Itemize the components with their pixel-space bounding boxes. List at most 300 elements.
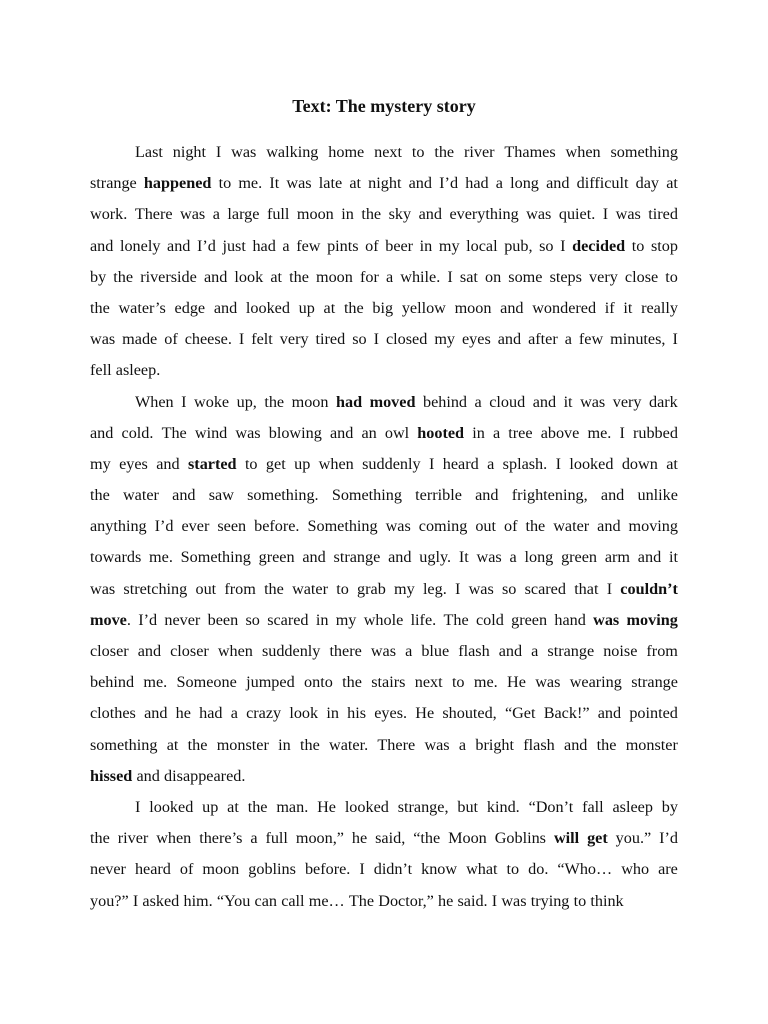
- word: a: [250, 829, 258, 848]
- word: me.: [238, 174, 263, 193]
- word: at: [323, 298, 336, 317]
- word: and: [90, 423, 114, 442]
- word: wind: [194, 423, 228, 442]
- word: looked: [245, 298, 290, 317]
- word: get: [265, 454, 286, 473]
- word: cloud: [489, 392, 526, 411]
- word: walking: [266, 143, 319, 161]
- word: a: [385, 267, 394, 286]
- word: night: [368, 174, 402, 193]
- word: he: [175, 704, 191, 723]
- word: large: [227, 205, 260, 224]
- word: There: [377, 735, 416, 754]
- word: heard: [442, 454, 479, 473]
- word: next: [374, 143, 402, 161]
- word: flash: [458, 642, 490, 660]
- word: leg.: [422, 579, 447, 598]
- story-paragraph: [90, 792, 678, 917]
- word: flash: [523, 735, 555, 754]
- word: up,: [236, 392, 257, 411]
- word: it: [563, 392, 573, 411]
- emphasized-verb: move: [90, 610, 127, 629]
- word: in: [326, 704, 339, 723]
- word: a: [282, 236, 290, 255]
- word: moon: [202, 860, 240, 879]
- word: for: [359, 267, 379, 286]
- word: and: [203, 267, 228, 286]
- word: I’d: [439, 174, 459, 193]
- word: and: [597, 704, 622, 723]
- text-line: [90, 886, 678, 917]
- word: the: [90, 486, 110, 505]
- word: in: [341, 205, 354, 224]
- word: the: [90, 298, 110, 317]
- word: a: [405, 642, 413, 660]
- word: stretching: [123, 579, 188, 598]
- word: eyes: [119, 454, 148, 473]
- word: water’s: [118, 298, 166, 317]
- word: and: [475, 486, 499, 505]
- word: and: [144, 704, 168, 723]
- word: crazy: [246, 704, 282, 723]
- word: stop: [650, 236, 678, 255]
- word: Last: [135, 143, 163, 161]
- word: closer: [170, 642, 209, 660]
- word: dark: [649, 392, 678, 411]
- emphasized-verb: get: [587, 829, 608, 848]
- word: the: [343, 298, 364, 317]
- text-line: [90, 698, 678, 729]
- word: when: [318, 454, 354, 473]
- word: I: [447, 267, 453, 286]
- word: was: [235, 423, 261, 442]
- word: in: [315, 610, 329, 629]
- word: bright: [475, 735, 515, 754]
- word: “You: [216, 891, 251, 910]
- word: to: [506, 860, 520, 879]
- emphasized-verb: couldn’t: [620, 579, 678, 598]
- word: blowing: [268, 423, 322, 442]
- word: water: [553, 517, 590, 536]
- word: home: [328, 143, 365, 161]
- word: had: [252, 236, 276, 255]
- word: closer: [90, 642, 129, 660]
- word-group: [90, 605, 131, 636]
- word: so: [245, 610, 260, 629]
- text-line: [90, 387, 678, 418]
- word: suddenly: [362, 454, 421, 473]
- emphasized-verb: moving: [626, 610, 678, 629]
- word: unlike: [637, 486, 678, 505]
- word: I’d: [659, 829, 678, 848]
- emphasized-verb: started: [188, 454, 237, 473]
- word: and: [302, 548, 326, 567]
- word: so: [502, 579, 517, 598]
- word: tree: [508, 423, 533, 442]
- word: from: [224, 579, 256, 598]
- text-line: [90, 355, 678, 386]
- emphasized-verb: was: [593, 610, 620, 629]
- word: my: [90, 454, 111, 473]
- word: I: [454, 579, 461, 598]
- word: rubbed: [632, 423, 678, 442]
- word: the: [525, 517, 546, 536]
- word: the: [113, 267, 134, 286]
- word: the: [90, 829, 110, 848]
- word: whole: [363, 610, 404, 629]
- emphasized-verb: happened: [143, 174, 212, 193]
- word: before.: [254, 517, 300, 536]
- word: the: [264, 392, 285, 411]
- text-line: [90, 231, 678, 262]
- word: the: [361, 205, 382, 224]
- word: when: [565, 143, 601, 161]
- word: a: [458, 735, 467, 754]
- word: minutes,: [610, 330, 666, 349]
- word: I: [602, 205, 609, 224]
- word: call: [281, 891, 305, 910]
- word: he: [438, 891, 454, 910]
- word: I: [373, 330, 379, 349]
- word: the: [596, 735, 617, 754]
- text-line: [90, 293, 678, 324]
- word: disappeared.: [164, 766, 246, 785]
- word: looked: [149, 797, 194, 816]
- word: was: [385, 517, 411, 536]
- word: pub,: [504, 236, 533, 255]
- word: stairs: [371, 673, 406, 692]
- word: me.: [143, 673, 168, 692]
- word: It: [269, 174, 280, 193]
- word: and: [637, 548, 662, 567]
- word: and: [546, 174, 570, 193]
- story-body: [90, 137, 678, 917]
- word: behind: [422, 392, 468, 411]
- word: some: [508, 267, 543, 286]
- word: said,: [375, 829, 406, 848]
- word: I’d: [197, 236, 216, 255]
- word: river: [463, 143, 495, 161]
- word: look: [289, 704, 319, 723]
- text-line: [90, 137, 678, 168]
- word: Something: [180, 548, 251, 567]
- word: He: [317, 797, 336, 816]
- word: jumped: [246, 673, 295, 692]
- word: There: [134, 205, 173, 224]
- emphasized-verb: will: [553, 829, 580, 848]
- word: “Get: [504, 704, 536, 723]
- word: was: [615, 205, 641, 224]
- word: in: [472, 423, 485, 442]
- word: it: [668, 548, 678, 567]
- word: me.: [473, 673, 498, 692]
- word: was: [468, 579, 494, 598]
- word: moon: [291, 392, 329, 411]
- word: behind: [90, 673, 135, 692]
- word: by: [90, 267, 107, 286]
- word: The: [348, 891, 375, 910]
- word: the: [342, 673, 362, 692]
- word: a: [564, 330, 572, 349]
- word: onto: [304, 673, 333, 692]
- text-line: [90, 574, 678, 605]
- word: so: [352, 330, 367, 349]
- word: and: [329, 423, 354, 442]
- word: by: [661, 797, 678, 816]
- word: and: [136, 766, 160, 785]
- word: are: [658, 860, 678, 879]
- word: When: [135, 392, 174, 411]
- word: strange: [90, 174, 137, 193]
- word: work.: [90, 205, 128, 224]
- word: so: [539, 236, 554, 255]
- text-line: [90, 636, 678, 667]
- word: seen: [217, 517, 247, 536]
- word: “Don’t: [528, 797, 574, 816]
- word: and: [564, 735, 588, 754]
- word: kind.: [486, 797, 520, 816]
- word: a: [487, 454, 495, 473]
- word: strange: [333, 548, 381, 567]
- word: and: [497, 330, 522, 349]
- word: said.: [457, 891, 488, 910]
- word: moon: [454, 298, 492, 317]
- word: the: [187, 735, 208, 754]
- word: it: [623, 298, 633, 317]
- text-line: [90, 418, 678, 449]
- word: I: [555, 454, 561, 473]
- word: to: [336, 579, 349, 598]
- word: was: [370, 642, 397, 660]
- word: him.: [183, 891, 213, 910]
- text-line: [90, 168, 678, 199]
- word: had: [465, 174, 489, 193]
- word: difficult: [576, 174, 629, 193]
- word: was: [526, 205, 552, 224]
- word: my: [335, 610, 357, 629]
- word: up: [202, 797, 219, 816]
- word: monster: [216, 735, 269, 754]
- word: and: [597, 517, 621, 536]
- text-line: [90, 730, 678, 761]
- word: but: [457, 797, 479, 816]
- emphasized-verb: hooted: [417, 423, 465, 442]
- word: sat: [459, 267, 478, 286]
- word: man.: [276, 797, 309, 816]
- text-line: [90, 480, 678, 511]
- word: very: [612, 392, 642, 411]
- word: very: [589, 267, 618, 286]
- word: eyes: [461, 330, 491, 349]
- word: Doctor,”: [378, 891, 434, 910]
- word: I: [132, 891, 139, 910]
- word: to: [218, 174, 232, 193]
- word: me.: [587, 423, 612, 442]
- word: I: [359, 860, 365, 879]
- word: full: [266, 205, 290, 224]
- word: strange,: [397, 797, 449, 816]
- text-line: [90, 449, 678, 480]
- word: the: [247, 797, 268, 816]
- word: long: [510, 174, 539, 193]
- word: when: [217, 642, 253, 660]
- word: I: [428, 454, 435, 473]
- word: at: [666, 174, 678, 193]
- word: my: [394, 579, 415, 598]
- word: at: [227, 797, 239, 816]
- word: on: [484, 267, 502, 286]
- word: owl: [384, 423, 410, 442]
- word: was: [580, 392, 606, 411]
- word: green: [561, 548, 598, 567]
- word: very: [279, 330, 309, 349]
- word: strange: [547, 642, 595, 660]
- emphasized-verb: decided: [572, 236, 626, 255]
- word: long: [524, 548, 554, 567]
- word: sky: [388, 205, 412, 224]
- word: close: [624, 267, 659, 286]
- word: lonely: [119, 236, 161, 255]
- word: I: [606, 579, 613, 598]
- word: asleep: [612, 797, 653, 816]
- word: while.: [400, 267, 441, 286]
- word: his: [347, 704, 367, 723]
- word: and: [532, 392, 557, 411]
- word: was: [180, 205, 206, 224]
- word: of: [504, 517, 518, 536]
- word: think: [590, 891, 624, 910]
- word: and: [156, 454, 180, 473]
- text-line: [90, 792, 678, 823]
- word: splash.: [502, 454, 548, 473]
- word: before.: [304, 860, 351, 879]
- word: to: [631, 236, 645, 255]
- word: a: [212, 205, 220, 224]
- word: shouted,: [442, 704, 497, 723]
- word: the: [434, 143, 455, 161]
- word: there’s: [199, 829, 243, 848]
- word: tired: [315, 330, 346, 349]
- word: he: [351, 829, 368, 848]
- emphasized-verb: hissed: [90, 766, 133, 785]
- word: and: [172, 486, 196, 505]
- story-paragraph: [90, 387, 678, 792]
- word: me.: [149, 548, 173, 567]
- word: who: [621, 860, 650, 879]
- word: out: [195, 579, 217, 598]
- word: after: [528, 330, 558, 349]
- word: was: [476, 548, 502, 567]
- word: woke: [194, 392, 230, 411]
- word: and: [90, 236, 114, 255]
- word: something: [610, 143, 678, 161]
- word: night: [172, 143, 207, 161]
- word: a: [531, 642, 539, 660]
- word: yellow: [401, 298, 446, 317]
- word: green: [511, 610, 548, 629]
- word: was: [424, 735, 450, 754]
- word: Moon: [448, 829, 487, 848]
- text-line: [90, 199, 678, 230]
- word: to: [573, 891, 587, 910]
- word: looked: [569, 454, 614, 473]
- word: late: [318, 174, 343, 193]
- word: was: [501, 891, 527, 910]
- word: water: [292, 579, 329, 598]
- word: closed: [385, 330, 428, 349]
- text-line: [90, 605, 678, 636]
- word: edge: [174, 298, 206, 317]
- word: Goblins: [494, 829, 546, 848]
- word: up: [298, 298, 315, 317]
- word: cheese.: [184, 330, 232, 349]
- word: big: [372, 298, 394, 317]
- word: Back!”: [543, 704, 590, 723]
- word: and: [500, 298, 524, 317]
- word: at: [270, 267, 282, 286]
- word: saw: [208, 486, 234, 505]
- word: above: [540, 423, 580, 442]
- word: cold.: [121, 423, 154, 442]
- word: and: [167, 236, 191, 255]
- word: few: [296, 236, 321, 255]
- word: never: [164, 610, 201, 629]
- word: to: [411, 143, 425, 161]
- word: from: [646, 642, 678, 660]
- word: Something: [331, 486, 402, 505]
- word: arm: [604, 548, 630, 567]
- word: moving: [628, 517, 678, 536]
- word: look: [234, 267, 264, 286]
- word: been: [207, 610, 239, 629]
- word: strange: [631, 673, 678, 692]
- word: next: [414, 673, 443, 692]
- word: I: [619, 423, 625, 442]
- word: wondered: [532, 298, 597, 317]
- word: river: [117, 829, 149, 848]
- word: and: [388, 548, 412, 567]
- emphasized-verb: moved: [369, 392, 416, 411]
- word: suddenly: [261, 642, 321, 660]
- word: at: [666, 454, 678, 473]
- word: water.: [329, 735, 369, 754]
- word: fall: [582, 797, 604, 816]
- word: the: [289, 267, 309, 286]
- word: a: [495, 174, 503, 193]
- word: in: [278, 735, 291, 754]
- word: what: [466, 860, 498, 879]
- word: frightening,: [511, 486, 588, 505]
- word: cold: [475, 610, 504, 629]
- word: day: [635, 174, 660, 193]
- word: few: [578, 330, 604, 349]
- word: “Who…: [557, 860, 613, 879]
- word: felt: [251, 330, 273, 349]
- word: moon,”: [295, 829, 344, 848]
- word: can: [254, 891, 277, 910]
- word: scared: [524, 579, 566, 598]
- word: wearing: [569, 673, 622, 692]
- text-line: [90, 511, 678, 542]
- text-line: [90, 542, 678, 573]
- word: if: [604, 298, 615, 317]
- word: a: [474, 392, 482, 411]
- word: my: [438, 236, 460, 255]
- word: water: [122, 486, 159, 505]
- word: Thames: [504, 143, 556, 161]
- word: full: [265, 829, 288, 848]
- word: I: [181, 392, 187, 411]
